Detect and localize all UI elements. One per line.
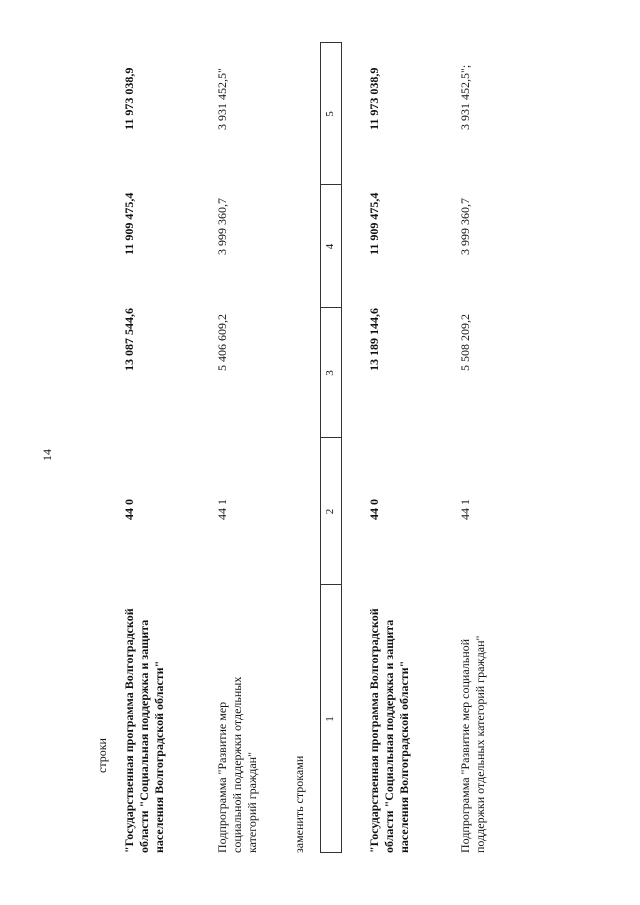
old-row-2-name: Подпрограмма "Развитие мер социальной поддержки отдельных категорий граждан": [215, 676, 259, 853]
old-row-1-col3: 13 087 544,6: [122, 308, 136, 371]
old-row-2-code: 44 1: [215, 499, 229, 520]
header-cell-1: 1: [324, 716, 336, 722]
old-row-1-col5: 11 973 038,9: [122, 67, 136, 130]
new-row-1-name: "Государственная программа Волгоградской области "Социальная поддержка и защита населения Волгоградской области": [367, 608, 411, 853]
old-row-1-name: "Государственная программа Волгоградской области "Социальная поддержка и защита населения Волгоградской области": [122, 608, 166, 853]
new-row-2-code: 44 1: [458, 499, 472, 520]
new-row-1-col5: 11 973 038,9: [367, 67, 381, 130]
page-number: 14: [40, 449, 54, 461]
new-row-1-code: 44 0: [367, 499, 381, 520]
new-row-1-col3: 13 189 144,6: [367, 308, 381, 371]
old-row-1-col4: 11 909 475,4: [122, 192, 136, 255]
table-line-top: [320, 42, 321, 853]
table-line-bottom: [341, 42, 342, 853]
new-row-2-col3: 5 508 209,2: [458, 314, 472, 371]
old-row-2-col4: 3 999 360,7: [215, 198, 229, 255]
header-cell-2: 2: [324, 508, 336, 515]
old-row-2-col3: 5 406 609,2: [215, 314, 229, 371]
header-cell-3: 3: [324, 370, 336, 376]
new-row-2-name: Подпрограмма "Развитие мер социальной поддержки отдельных категорий граждан": [458, 635, 487, 853]
old-row-2-col5: 3 931 452,5": [215, 68, 229, 130]
new-row-2-col5: 3 931 452,5";: [458, 64, 472, 130]
lead-label: строки: [95, 738, 109, 773]
new-row-2-col4: 3 999 360,7: [458, 198, 472, 255]
replace-label: заменить строками: [292, 755, 306, 853]
new-row-1-col4: 11 909 475,4: [367, 192, 381, 255]
header-cell-5: 5: [324, 111, 336, 117]
header-cell-4: 4: [324, 243, 336, 250]
old-row-1-code: 44 0: [122, 499, 136, 520]
